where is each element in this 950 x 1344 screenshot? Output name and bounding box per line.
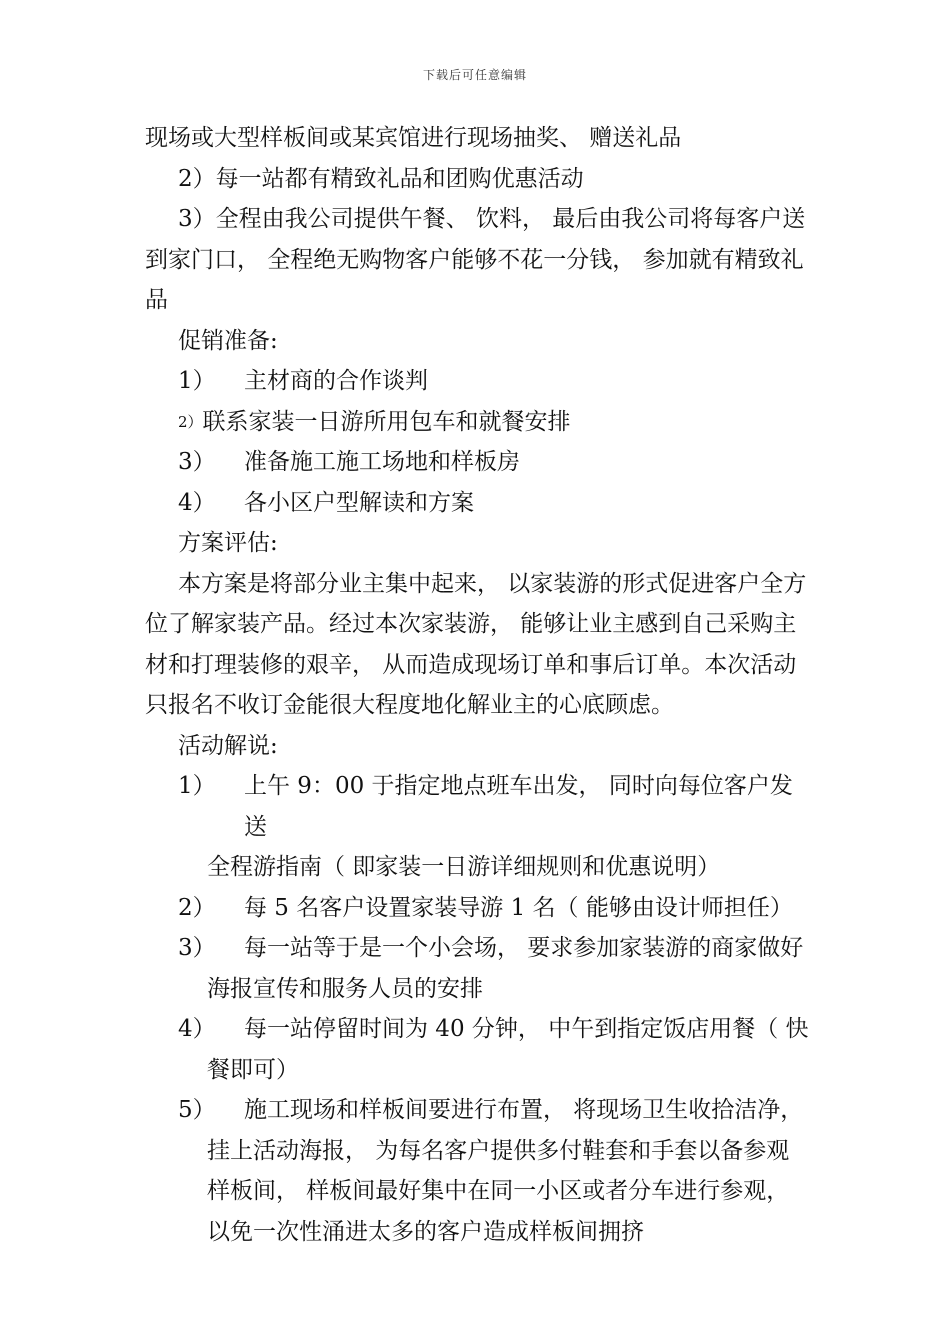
section-title-eval: 方案评估: (178, 530, 278, 556)
list-text-line: 每 5 名客户设置家装导游 1 名（ 能够由设计师担任） (244, 894, 793, 921)
list-text-line: 餐即可） (207, 1056, 299, 1083)
text-line: 只报名不收订金能很大程度地化解业主的心底顾虑。 (145, 692, 674, 718)
list-item (145, 766, 810, 888)
text-line: 3）全程由我公司提供午餐、 饮料， 最后由我公司将每客户送 (178, 206, 806, 232)
list-item (145, 928, 810, 1009)
list-text (207, 928, 810, 1009)
document-body (145, 118, 810, 1252)
text-line: 材和打理装修的艰辛， 从而造成现场订单和事后订单。本次活动 (145, 651, 797, 678)
list-text: 主材商的合作谈判 (244, 368, 428, 394)
list-text (207, 1090, 810, 1252)
list-text-line: 以免一次性涌进太多的客户造成样板间拥挤 (207, 1218, 644, 1245)
list-number: 4） (178, 1016, 216, 1042)
text-line: 现场或大型样板间或某宾馆进行现场抽奖、 赠送礼品 (145, 125, 682, 151)
list-item (145, 888, 810, 929)
list-text-line: 样板间， 样板间最好集中在同一小区或者分车进行参观， (207, 1178, 790, 1204)
list-text-line: 上午 9：00 于指定地点班车出发， 同时向每位客户发送 (244, 773, 793, 840)
text-line: 2）每一站都有精致礼品和团购优惠活动 (178, 165, 584, 192)
section-title-prep: 促销准备: (178, 327, 278, 354)
list-text (244, 888, 810, 929)
page-header: 下载后可任意编辑 (422, 68, 527, 82)
list-text-line: 每一站停留时间为 40 分钟， 中午到指定饭店用餐（ 快 (244, 1016, 809, 1042)
text-line: 本方案是将部分业主集中起来， 以家装游的形式促进客户全方 (178, 570, 807, 597)
list-number: 4） (178, 489, 216, 516)
list-number: 3） (178, 449, 216, 475)
list-item (145, 361, 810, 402)
list-item (145, 442, 810, 483)
list-text (207, 1009, 810, 1090)
list-text-line: 海报宣传和服务人员的安排 (207, 975, 483, 1002)
list-number: 2） (178, 894, 216, 921)
list-text-line: 挂上活动海报， 为每名客户提供多付鞋套和手套以备参观 (207, 1137, 790, 1164)
list-text-line: 每一站等于是一个小会场， 要求参加家装游的商家做好 (244, 935, 804, 961)
list-text: 各小区户型解读和方案 (244, 489, 474, 516)
text-line: 到家门口， 全程绝无购物客户能够不花一分钱， 参加就有精致礼 (145, 246, 804, 273)
list-item (145, 402, 810, 443)
list-number: 1） (178, 368, 216, 394)
list-item (145, 1090, 810, 1252)
list-number: 2） (178, 412, 203, 431)
list-number: 5） (178, 1097, 216, 1123)
list-item (145, 483, 810, 524)
text-line: 品 (145, 287, 168, 313)
list-text: 准备施工施工场地和样板房 (244, 449, 520, 475)
list-text (207, 766, 810, 888)
text-line: 位了解家装产品。经过本次家装游， 能够让业主感到自己采购主 (145, 611, 797, 637)
list-item (145, 1009, 810, 1090)
list-number: 3） (178, 935, 216, 961)
list-text-line: 全程游指南（ 即家装一日游详细规则和优惠说明） (207, 854, 721, 880)
list-text-line: 施工现场和样板间要进行布置， 将现场卫生收拾洁净， (244, 1097, 804, 1123)
list-text: 联系家装一日游所用包车和就餐安排 (202, 408, 571, 435)
list-number: 1） (178, 773, 216, 799)
section-title-explain: 活动解说: (178, 732, 278, 759)
